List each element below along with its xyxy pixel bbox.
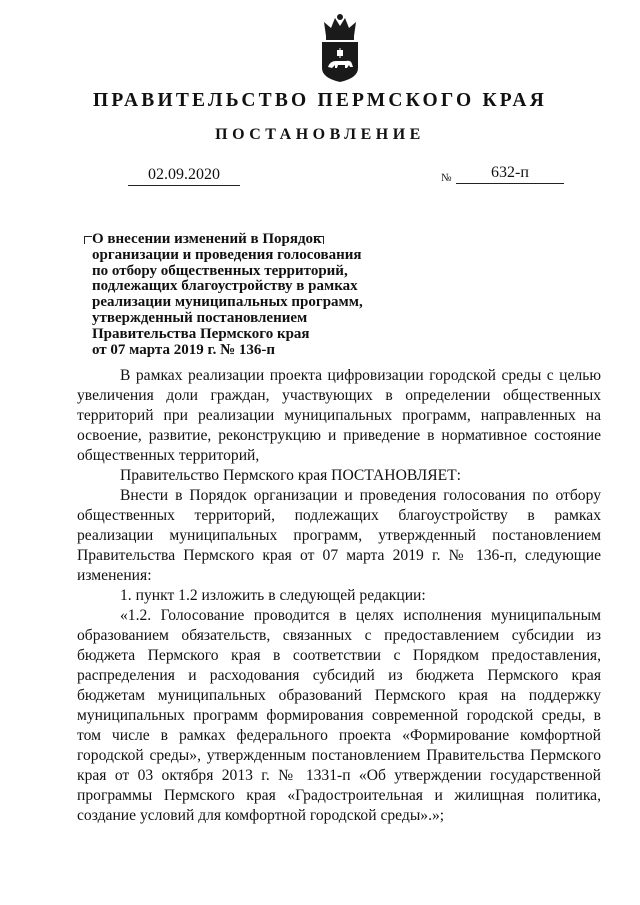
body-paragraph-2: Правительство Пермского края ПОСТАНОВЛЯЕТ: (120, 467, 461, 484)
perm-krai-coat-of-arms-icon (318, 12, 362, 84)
government-title: ПРАВИТЕЛЬСТВО ПЕРМСКОГО КРАЯ (93, 90, 547, 111)
body-paragraph-5: «1.2. Голосование проводится в целях исполнения муниципальным образованием обязательств, связанных с предоставлением субсидии из бюджета Пермского края в соответствии с Порядком предоставления, распределения и расходования субсидий из бюджета Пермского края бюджетам муниципальных образований Пермского края на поддержку муниципальных программ формирования современной городской среды, в том числе в рамках федерального проекта «Формирование комфортной городской среды», утвержденным постановлением Правительства Пермского края от 03 октября 2013 г. № 1331-п «Об утверждении государственной программы Пермского края «Градостроительная и жилищная политика, создание условий для комфортной городской среды».»; (77, 607, 601, 824)
body-paragraph-1: В рамках реализации проекта цифровизации городской среды с целью увеличения доли граждан, участвующих в определении общественных территорий при реализации муниципальных программ, направленных на освоение, развитие, реконструкцию и приведение в нормативное состояние общественных территорий, (77, 367, 601, 464)
number-sign: № (441, 172, 452, 184)
document-subject: О внесении изменений в Порядок организации и проведения голосования по отбору общественных территорий, подлежащих благоустройству в рамках реализации муниципальных программ, утвержденный постановлением Правительства Пермского края от 07 марта 2019 г. № 136-п (92, 231, 363, 358)
subject-corner-mark-left (84, 236, 92, 244)
body-paragraph-4: 1. пункт 1.2 изложить в следующей редакции: (120, 587, 426, 604)
document-body (77, 366, 601, 826)
document-number: 632-п (456, 164, 564, 184)
document-date: 02.09.2020 (128, 166, 240, 186)
document-type: ПОСТАНОВЛЕНИЕ (215, 126, 425, 143)
body-paragraph-3: Внести в Порядок организации и проведения голосования по отбору общественных территорий, подлежащих благоустройству в рамках реализации муниципальных программ, утвержденный постановлением Правительства Пермского края от 07 марта 2019 г. № 136-п, следующие изменения: (77, 487, 601, 584)
